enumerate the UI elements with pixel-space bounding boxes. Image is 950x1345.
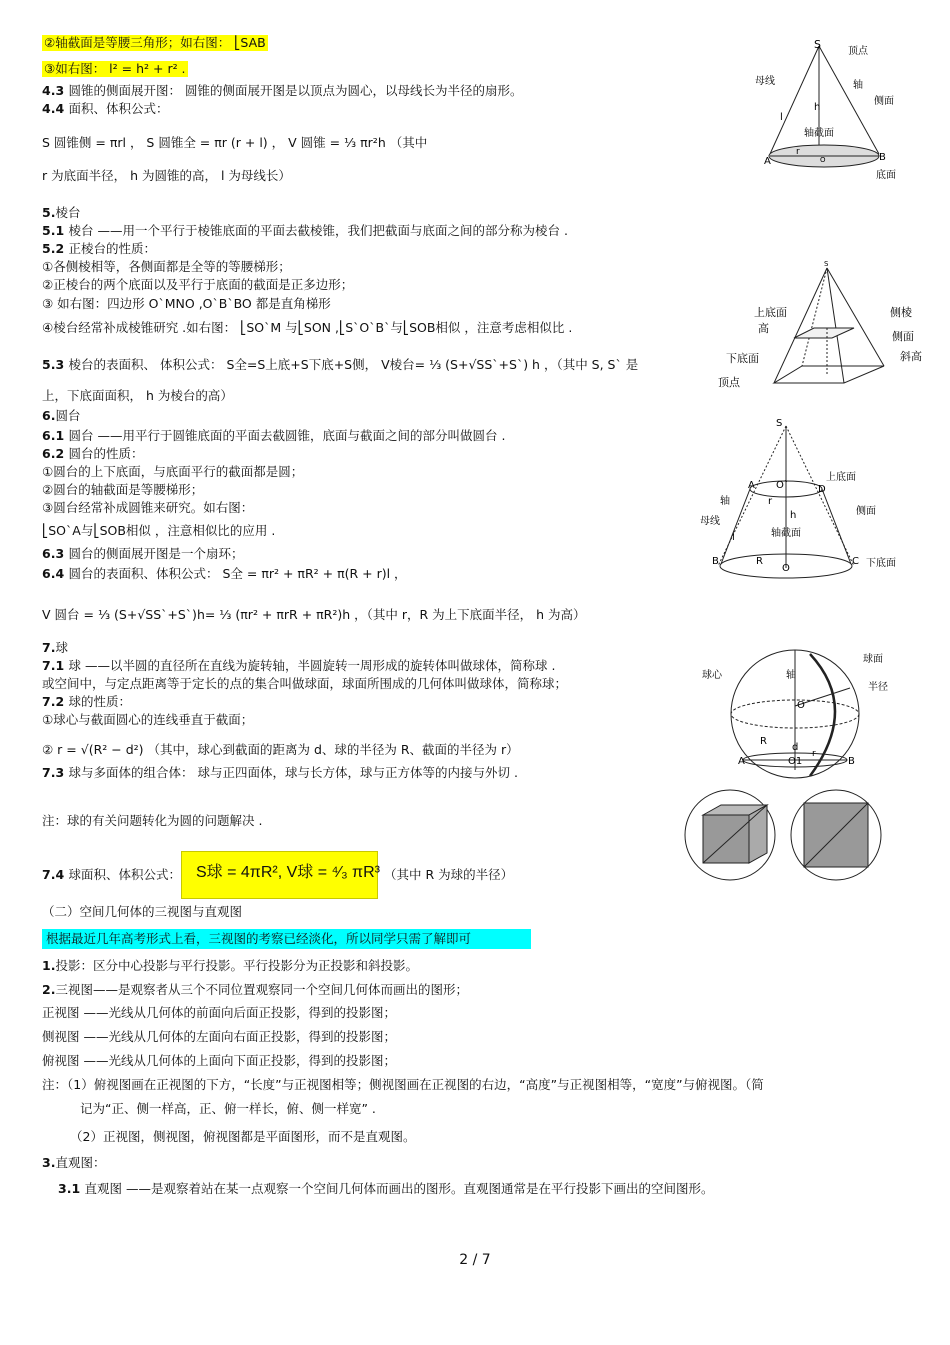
text-line: ③圆台经常补成圆锥来研究。如右图： — [42, 500, 254, 515]
fc-label-bot: 下底面 — [866, 558, 896, 569]
fp-label-top2: 高 — [758, 322, 769, 335]
fp-label-vert: 顶点 — [718, 376, 740, 389]
sphere-label-d: d — [792, 742, 799, 753]
fc-label-s: S — [776, 418, 783, 429]
text-line: ②圆台的轴截面是等腰梯形； — [42, 482, 204, 497]
text-line: 5.2 正棱台的性质： — [42, 241, 157, 256]
cone-label-side: 侧面 — [874, 96, 894, 107]
text-line: r 为底面半径， h 为圆锥的高， l 为母线长） — [42, 168, 291, 183]
text-line: （2）正视图，侧视图，俯视图都是平面图形，而不是直观图。 — [70, 1129, 416, 1144]
text-line: ①球心与截面圆心的连线垂直于截面； — [42, 712, 254, 727]
text-line: 4.4 面积、体积公式： — [42, 101, 169, 116]
fp-label-top: 上底面 — [754, 306, 787, 319]
fc-label-R: R — [756, 556, 763, 567]
cone-label-h: h — [814, 102, 821, 113]
section-number: 7. — [42, 640, 56, 655]
fc-label-h: h — [790, 510, 797, 521]
sphere-formula-note: （其中 R 为球的半径） — [384, 867, 514, 882]
text-line: 7.4 球面积、体积公式： — [42, 867, 182, 882]
text-line: S 圆锥侧 = πrl ， S 圆锥全 = πr (r + l) ， V 圆锥 = ⅓ πr²h （其中 — [42, 135, 428, 150]
text-line: 4.3 圆锥的侧面展开图： 圆锥的侧面展开图是以顶点为圆心，以母线长为半径的扇形。 — [42, 83, 523, 98]
text-line: 根据最近几年高考形式上看，三视图的考察已经淡化，所以同学只需了解即可 — [42, 929, 531, 949]
sphere-label-a: A — [738, 756, 745, 767]
cone-label-axis: 轴 — [853, 80, 863, 91]
text-line: 上，下底面面积， h 为棱台的高） — [42, 388, 233, 403]
sphere-label-radius: 半径 — [868, 682, 888, 693]
text-line: 6.1 圆台 ——用平行于圆锥底面的平面去截圆锥，底面与截面之间的部分叫做圆台 . — [42, 428, 506, 443]
page-number: 2 / 7 — [459, 1252, 491, 1268]
cone-label-a: A — [764, 156, 771, 167]
text-line: 俯视图 ——光线从几何体的上面向下面正投影，得到的投影图； — [42, 1053, 396, 1068]
fp-label-face: 侧面 — [892, 330, 914, 343]
section-number: 1. — [42, 958, 56, 973]
fc-label-gen: 母线 — [700, 516, 720, 527]
fp-label-s: S — [824, 260, 829, 268]
text-line: 1.投影：区分中心投影与平行投影。平行投影分为正投影和斜投影。 — [42, 958, 418, 973]
text-line: ①各侧棱相等，各侧面都是全等的等腰梯形； — [42, 259, 291, 274]
sphere-label-o1: O1 — [788, 756, 803, 767]
cone-label-apex: 顶点 — [848, 46, 868, 57]
text-line: 6.3 圆台的侧面展开图是一个扇环； — [42, 546, 244, 561]
text-line: ②正棱台的两个底面以及平行于底面的截面是正多边形； — [42, 277, 354, 292]
cone-label-r: r — [796, 147, 800, 157]
text-line: ②轴截面是等腰三角形；如右图： ⎣SAB — [44, 35, 266, 50]
text-line: 7.2 球的性质： — [42, 694, 132, 709]
fc-label-o1: O` — [776, 480, 789, 491]
fc-label-axsec: 轴截面 — [771, 528, 801, 539]
section-number: 4.3 — [42, 83, 69, 98]
sphere-label-surf: 球面 — [863, 654, 883, 665]
sphere-formula: S球 = 4πR², V球 = ⁴⁄₃ πR³ — [196, 864, 380, 881]
section-number: 6.3 — [42, 546, 69, 561]
section-number: 5.2 — [42, 241, 69, 256]
section-number: 7.4 — [42, 867, 69, 882]
cone-label-b: B — [879, 152, 886, 163]
fc-label-l: l — [732, 532, 735, 543]
section-number: 2. — [42, 982, 56, 997]
text-line: ⎣SO`A与⎣SOB相似 ，注意相似比的应用 . — [42, 523, 276, 538]
fp-label-bot: 下底面 — [726, 352, 759, 365]
fp-label-edge: 侧棱 — [890, 306, 912, 319]
text-line: 7.球 — [42, 640, 68, 655]
text-line: （二）空间几何体的三视图与直观图 — [42, 904, 243, 919]
section-number: 4.4 — [42, 101, 69, 116]
cone-label-s: S — [814, 38, 821, 51]
fc-label-c: C — [852, 556, 859, 567]
cube-in-sphere-figure — [683, 787, 893, 882]
section-number: 3. — [42, 1155, 56, 1170]
text-line: 5.1 棱台 ——用一个平行于棱锥底面的平面去截棱锥，我们把截面与底面之间的部分称为棱台 . — [42, 223, 568, 238]
text-line: 6.4 圆台的表面积、体积公式： S全 = πr² + πR² + π(R + r)l ， — [42, 566, 407, 581]
text-line: ①圆台的上下底面，与底面平行的截面都是圆； — [42, 464, 304, 479]
section-number: 7.3 — [42, 765, 69, 780]
text-line: 6.2 圆台的性质： — [42, 446, 144, 461]
text-line: 2.三视图——是观察者从三个不同位置观察同一个空间几何体而画出的图形； — [42, 982, 468, 997]
fc-label-a: A — [748, 480, 755, 491]
section-number: 5.3 — [42, 357, 69, 372]
fp-label-slant: 斜高 — [900, 350, 922, 363]
section-number: 6.2 — [42, 446, 69, 461]
text-line: ③ 如右图：四边形 O`MNO ,O`B`BO 都是直角梯形 — [42, 296, 331, 311]
sphere-figure — [700, 648, 900, 783]
cone-label-base: 底面 — [876, 170, 896, 181]
frustum-cone-figure — [696, 416, 896, 581]
text-line: ③如右图： l² = h² + r² . — [44, 61, 186, 76]
text-line: 注：球的有关问题转化为圆的问题解决 . — [42, 813, 263, 828]
text-line: 5.棱台 — [42, 205, 81, 220]
cone-label-l: l — [780, 112, 783, 123]
cone-figure — [752, 36, 932, 186]
fc-label-d: D — [818, 484, 826, 495]
cone-label-axsec: 轴截面 — [804, 128, 834, 139]
sphere-label-center: 球心 — [702, 670, 722, 681]
text-line: 或空间中，与定点距离等于定长的点的集合叫做球面，球面所围成的几何体叫做球体，简称球； — [42, 676, 568, 691]
text-line: 7.1 球 ——以半圆的直径所在直线为旋转轴，半圆旋转一周形成的旋转体叫做球体，简称球 . — [42, 658, 556, 673]
sphere-label-r: r — [812, 749, 816, 759]
section-number: 7.2 — [42, 694, 69, 709]
text-line: 3.直观图： — [42, 1155, 106, 1170]
fc-label-o: O — [782, 563, 790, 574]
text-line: 记为“正、侧一样高，正、俯一样长，俯、侧一样宽” . — [80, 1101, 376, 1116]
fc-label-side: 侧面 — [856, 506, 876, 517]
text-line: ② r = √(R² − d²) （其中，球心到截面的距离为 d、球的半径为 R、截面的半径为 r） — [42, 742, 519, 757]
sphere-label-o: O — [797, 700, 805, 711]
section-number: 5.1 — [42, 223, 69, 238]
text-line: ④棱台经常补成棱锥研究 .如右图： ⎣SO`M 与⎣SON ,⎣S`O`B`与⎣SOB相似 ，注意考虑相似比 . — [42, 320, 573, 335]
text-line: 5.3 棱台的表面积、 体积公式： S全=S上底+S下底+S侧， V棱台= ⅓ (S+√SS`+S`) h ，（其中 S, S` 是 — [42, 357, 639, 372]
text-line: V 圆台 = ⅓ (S+√SS`+S`)h= ⅓ (πr² + πrR + πR²)h ，（其中 r，R 为上下底面半径， h 为高） — [42, 607, 586, 622]
section-number: 5. — [42, 205, 56, 220]
sphere-label-b: B — [848, 756, 855, 767]
text-line: 侧视图 ——光线从几何体的左面向右面正投影，得到的投影图； — [42, 1029, 396, 1044]
text-line: 3.1 直观图 ——是观察着站在某一点观察一个空间几何体而画出的图形。直观图通常是在平行投影下画出的空间图形。 — [58, 1181, 714, 1196]
fc-label-top: 上底面 — [826, 472, 856, 483]
fc-label-r: r — [768, 496, 773, 507]
text-line: 注：（1）俯视图画在正视图的下方，“长度”与正视图相等；侧视图画在正视图的右边，“高度”与正视图相等，“宽度”与俯视图。（简 — [42, 1077, 764, 1092]
sphere-label-axis: 轴 — [786, 670, 796, 681]
section-number: 3.1 — [58, 1181, 85, 1196]
text-line: 6.圆台 — [42, 408, 81, 423]
section-number: 6. — [42, 408, 56, 423]
text-line: 正视图 ——光线从几何体的前面向后面正投影，得到的投影图； — [42, 1005, 396, 1020]
fc-label-b: B — [712, 556, 719, 567]
section-number: 6.4 — [42, 566, 69, 581]
frustum-pyramid-figure — [714, 258, 924, 393]
cone-label-o: O — [820, 156, 826, 164]
sphere-label-R: R — [760, 736, 767, 747]
cone-label-gen: 母线 — [755, 76, 775, 87]
section-number: 6.1 — [42, 428, 69, 443]
section-number: 7.1 — [42, 658, 69, 673]
text-line: 7.3 球与多面体的组合体： 球与正四面体，球与长方体，球与正方体等的内接与外切 . — [42, 765, 518, 780]
fc-label-axis: 轴 — [720, 496, 730, 507]
